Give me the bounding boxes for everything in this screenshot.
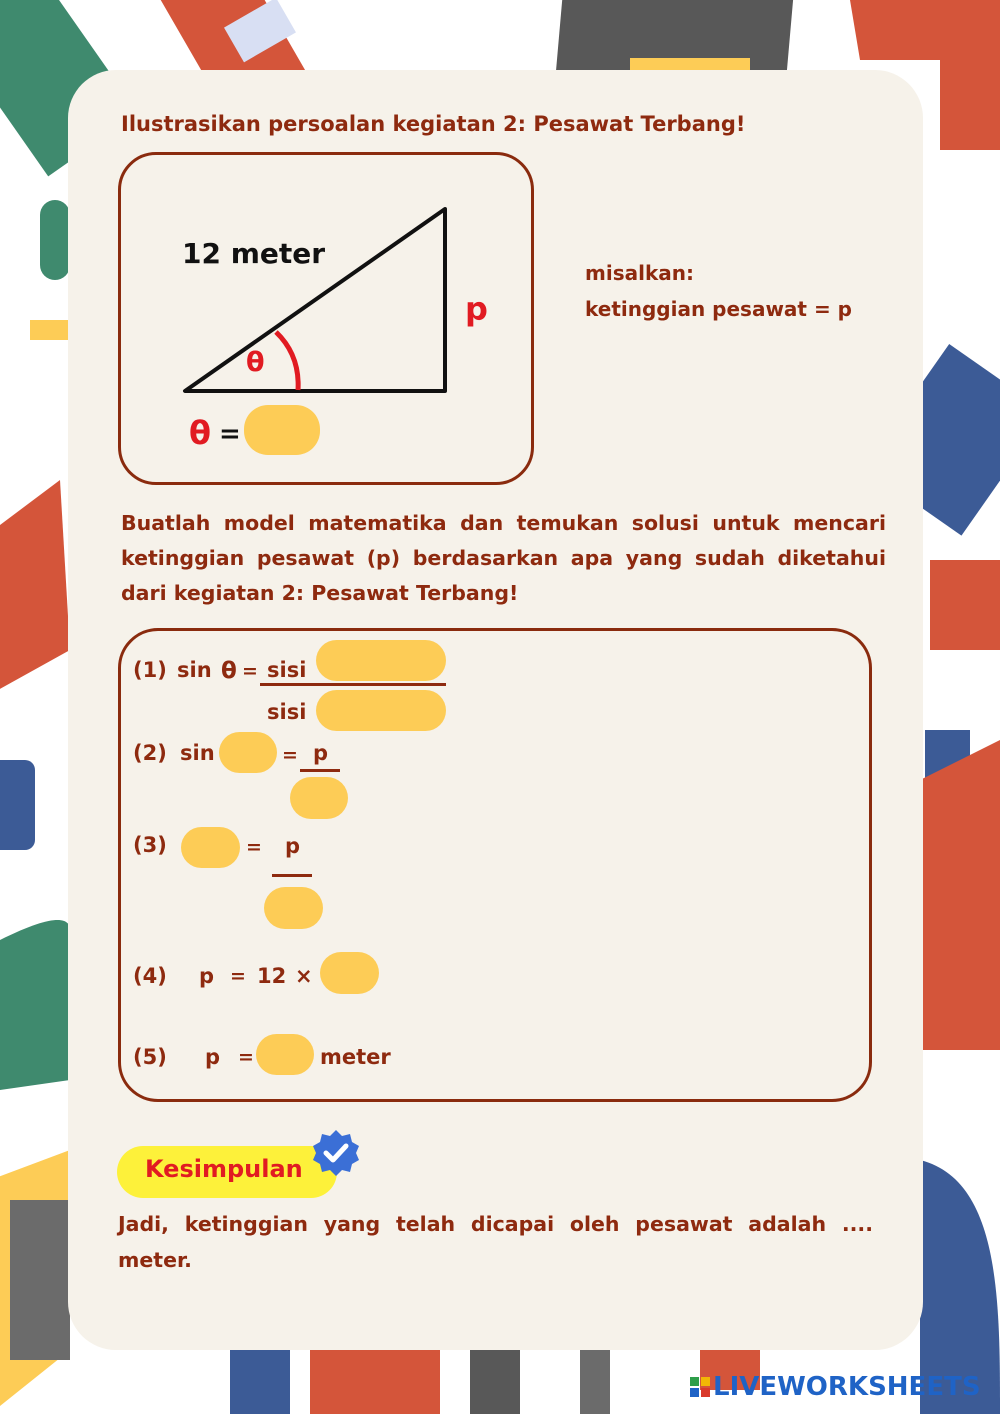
step1-theta: θ bbox=[221, 658, 237, 684]
step1-fraction-bar bbox=[260, 683, 446, 686]
step4-number: (4) bbox=[133, 964, 167, 988]
step5-number: (5) bbox=[133, 1045, 167, 1069]
step4-p: p bbox=[199, 964, 215, 988]
step1-equals: = bbox=[242, 660, 258, 682]
step5-answer-blank[interactable] bbox=[256, 1034, 314, 1075]
conclusion-badge-label: Kesimpulan bbox=[145, 1155, 303, 1183]
step3-denominator-blank[interactable] bbox=[264, 887, 323, 929]
step4-twelve: 12 bbox=[257, 964, 287, 988]
step2-angle-blank[interactable] bbox=[219, 732, 277, 773]
step2-fraction-bar bbox=[300, 769, 340, 772]
step3-fraction-bar bbox=[272, 874, 312, 877]
step3-function-blank[interactable] bbox=[181, 827, 240, 868]
step5-unit: meter bbox=[320, 1045, 391, 1069]
step1-sin: sin bbox=[177, 658, 212, 682]
step2-sin: sin bbox=[180, 741, 215, 765]
liveworksheets-logo-icon bbox=[690, 1374, 710, 1394]
theta-answer-blank[interactable] bbox=[244, 405, 320, 455]
verified-check-icon bbox=[311, 1128, 361, 1178]
step2-number: (2) bbox=[133, 741, 167, 765]
step3-p: p bbox=[285, 834, 301, 858]
step4-times: × bbox=[295, 964, 313, 988]
step5-equals: = bbox=[238, 1046, 254, 1068]
notes bbox=[585, 255, 852, 327]
angle-label: θ bbox=[246, 347, 265, 378]
step4-equals: = bbox=[230, 965, 246, 987]
step2-equals: = bbox=[282, 744, 298, 766]
step3-equals: = bbox=[246, 836, 262, 858]
step1-denominator-blank[interactable] bbox=[316, 690, 446, 731]
conclusion-text: Jadi, ketinggian yang telah dicapai oleh pesawat adalah .... meter. bbox=[118, 1212, 873, 1272]
step3-number: (3) bbox=[133, 833, 167, 857]
step1-numerator-word: sisi bbox=[267, 658, 307, 682]
watermark bbox=[690, 1372, 981, 1402]
step4-value-blank[interactable] bbox=[320, 952, 379, 994]
hypotenuse-label: 12 meter bbox=[182, 237, 326, 270]
theta-equals: = bbox=[219, 419, 241, 449]
side-label-p: p bbox=[465, 290, 488, 328]
step1-number: (1) bbox=[133, 658, 167, 682]
page-title: Ilustrasikan persoalan kegiatan 2: Pesawat Terbang! bbox=[121, 112, 746, 136]
watermark-text: LIVEWORKSHEETS bbox=[713, 1372, 981, 1402]
theta-answer-label: θ bbox=[189, 414, 211, 452]
step1-numerator-blank[interactable] bbox=[316, 640, 446, 681]
step2-denominator-blank[interactable] bbox=[290, 777, 348, 819]
instruction-paragraph: Buatlah model matematika dan temukan solusi untuk mencari ketinggian pesawat (p) berdasarkan apa yang sudah diketahui dari kegiatan 2: Pesawat Terbang! bbox=[121, 511, 886, 605]
step2-p: p bbox=[313, 741, 329, 765]
steps-box bbox=[118, 628, 872, 1102]
step5-p: p bbox=[205, 1045, 221, 1069]
notes-line-1: misalkan: bbox=[585, 261, 694, 285]
notes-line-2: ketinggian pesawat = p bbox=[585, 297, 852, 321]
step1-denominator-word: sisi bbox=[267, 700, 307, 724]
